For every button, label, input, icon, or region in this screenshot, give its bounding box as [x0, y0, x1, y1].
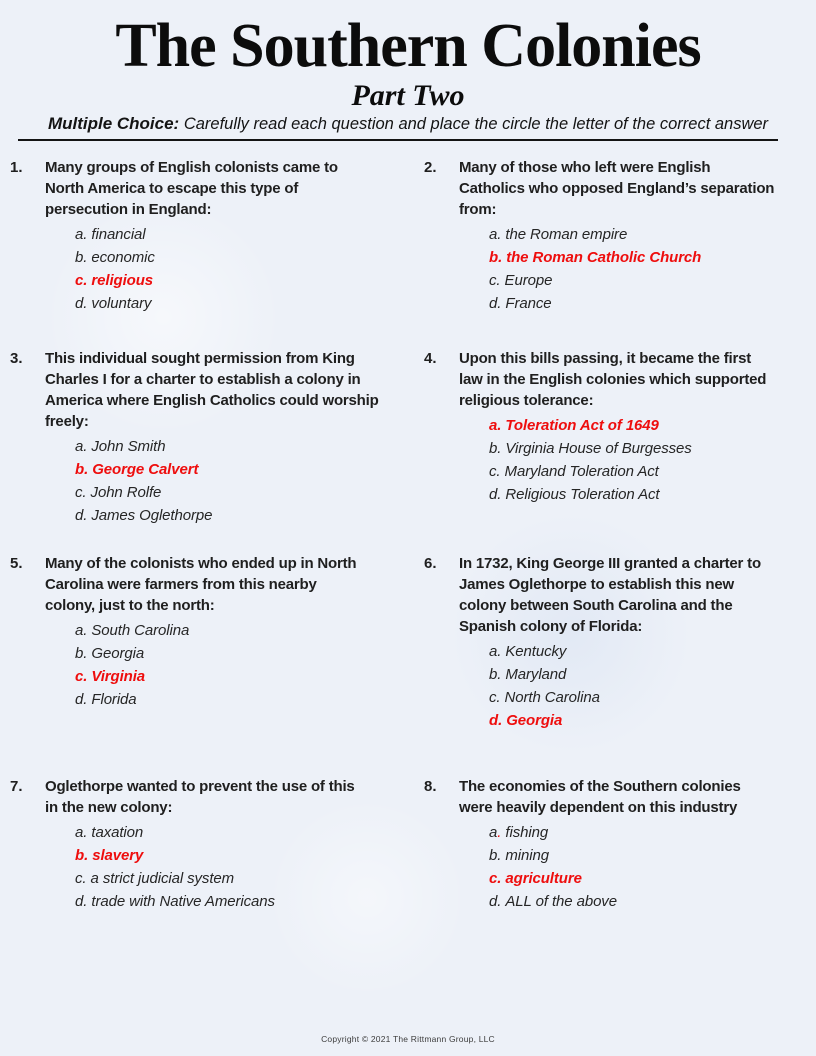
options-list — [75, 435, 398, 527]
option-text: Toleration Act of 1649 — [501, 417, 659, 434]
option-letter: a — [489, 824, 498, 841]
option-b-correct — [489, 246, 804, 269]
question-text: Upon this bills passing, it became the first law in the English colonies which supported religious tolerance: — [459, 350, 767, 409]
option-dot: . — [83, 622, 88, 639]
question-7 — [10, 776, 398, 913]
option-b — [489, 437, 804, 460]
option-a — [75, 821, 398, 844]
option-letter: b — [75, 847, 85, 864]
option-d — [75, 890, 398, 913]
option-c — [489, 686, 804, 709]
option-dot: . — [83, 295, 88, 312]
question-number: 1. — [10, 159, 23, 176]
worksheet-header — [0, 0, 816, 141]
option-text: John Rolfe — [86, 484, 162, 501]
option-c-correct — [75, 665, 398, 688]
option-c-correct — [489, 867, 804, 890]
option-c — [75, 481, 398, 504]
option-dot: . — [498, 249, 503, 266]
question-5 — [10, 553, 398, 711]
option-letter: d — [75, 295, 84, 312]
option-text: voluntary — [87, 295, 152, 312]
option-text: Maryland — [501, 666, 567, 683]
copyright-text: Copyright © 2021 The Rittmann Group, LLC — [321, 1034, 495, 1044]
option-letter: d — [489, 893, 498, 910]
question-4 — [416, 348, 804, 506]
option-dot: . — [83, 438, 88, 455]
question-text: Many of those who left were English Catholics who opposed England’s separation from: — [459, 159, 775, 218]
question-body — [45, 553, 398, 711]
option-a — [489, 223, 804, 246]
option-dot: . — [497, 295, 502, 312]
option-text: economic — [87, 249, 155, 266]
option-dot: . — [84, 847, 89, 864]
option-b-correct — [75, 844, 398, 867]
question-body — [459, 348, 804, 506]
option-text: Kentucky — [501, 643, 567, 660]
question-number: 4. — [424, 350, 437, 367]
option-letter: d — [489, 712, 499, 729]
option-d — [75, 688, 398, 711]
option-letter: c — [75, 870, 83, 887]
option-text: mining — [501, 847, 549, 864]
option-text: South Carolina — [87, 622, 190, 639]
option-text: Georgia — [502, 712, 563, 729]
options-list — [489, 640, 804, 732]
option-b — [489, 844, 804, 867]
option-letter: b — [489, 249, 499, 266]
option-text: agriculture — [501, 870, 582, 887]
option-letter: b — [489, 847, 498, 864]
question-2 — [416, 157, 804, 315]
question-1 — [10, 157, 398, 315]
option-c — [75, 867, 398, 890]
option-dot: . — [82, 484, 87, 501]
option-letter: d — [489, 486, 498, 503]
option-letter: d — [75, 691, 84, 708]
option-a — [489, 821, 804, 844]
option-letter: a — [75, 226, 84, 243]
option-dot: . — [497, 226, 502, 243]
option-dot: . — [83, 691, 88, 708]
option-text: Europe — [500, 272, 553, 289]
option-dot: . — [497, 893, 502, 910]
option-dot: . — [83, 226, 88, 243]
option-dot: . — [83, 272, 88, 289]
option-dot: . — [84, 461, 89, 478]
option-text: Maryland Toleration Act — [500, 463, 659, 480]
option-dot: . — [497, 666, 502, 683]
option-b — [75, 642, 398, 665]
option-c — [489, 460, 804, 483]
options-list — [75, 619, 398, 711]
option-letter: a — [489, 643, 498, 660]
question-text: The economies of the Southern colonies were heavily dependent on this industry — [459, 778, 741, 816]
option-dot: . — [497, 870, 502, 887]
option-text: slavery — [88, 847, 144, 864]
question-body — [459, 157, 804, 315]
option-b — [489, 663, 804, 686]
option-letter: b — [75, 461, 85, 478]
option-letter: c — [489, 870, 498, 887]
option-d — [489, 483, 804, 506]
option-text: the Roman Catholic Church — [502, 249, 702, 266]
option-letter: d — [489, 295, 498, 312]
options-list — [75, 223, 398, 315]
instructions — [46, 114, 770, 134]
option-dot: . — [497, 824, 502, 841]
worksheet-footer — [0, 1034, 816, 1044]
option-dot: . — [83, 645, 88, 662]
option-b-correct — [75, 458, 398, 481]
page-subtitle: Part Two — [351, 79, 465, 112]
option-d — [489, 890, 804, 913]
option-dot: . — [82, 870, 87, 887]
option-text: George Calvert — [88, 461, 199, 478]
question-number: 5. — [10, 555, 23, 572]
question-number: 6. — [424, 555, 437, 572]
option-text: North Carolina — [500, 689, 600, 706]
question-number: 3. — [10, 350, 23, 367]
option-a-correct — [489, 414, 804, 437]
option-a — [75, 435, 398, 458]
page-title: The Southern Colonies — [115, 12, 701, 80]
option-letter: c — [489, 689, 497, 706]
question-6 — [416, 553, 804, 732]
option-letter: a — [75, 824, 84, 841]
option-dot: . — [497, 440, 502, 457]
option-letter: d — [75, 893, 84, 910]
options-list — [489, 223, 804, 315]
questions-grid — [0, 141, 816, 913]
instructions-text: Carefully read each question and place the circle the letter of the correct answer — [183, 115, 769, 133]
instructions-label: Multiple Choice: — [47, 114, 180, 133]
option-letter: c — [75, 668, 84, 685]
question-text: Oglethorpe wanted to prevent the use of this in the new colony: — [45, 778, 355, 816]
option-dot: . — [498, 712, 503, 729]
question-text: Many of the colonists who ended up in North Carolina were farmers from this nearby colony, just to the north: — [45, 555, 357, 614]
option-dot: . — [83, 824, 88, 841]
option-dot: . — [497, 486, 502, 503]
option-dot: . — [496, 463, 501, 480]
option-text: fishing — [501, 824, 549, 841]
option-text: trade with Native Americans — [87, 893, 275, 910]
option-letter: c — [489, 272, 497, 289]
option-c — [489, 269, 804, 292]
option-letter: a — [75, 622, 84, 639]
option-dot: . — [496, 689, 501, 706]
options-list — [489, 414, 804, 506]
question-body — [45, 157, 398, 315]
option-d — [489, 292, 804, 315]
option-letter: b — [75, 249, 84, 266]
option-dot: . — [496, 272, 501, 289]
option-dot: . — [83, 249, 88, 266]
question-number: 2. — [424, 159, 437, 176]
option-text: Georgia — [87, 645, 145, 662]
question-text: This individual sought permission from King Charles I for a charter to establish a colony in America where English Catholics could worship freely: — [45, 350, 379, 430]
options-list — [75, 821, 398, 913]
question-body — [459, 776, 804, 913]
option-d-correct — [489, 709, 804, 732]
option-d — [75, 292, 398, 315]
option-dot: . — [497, 417, 502, 434]
option-a — [75, 223, 398, 246]
option-letter: a — [489, 417, 498, 434]
option-letter: a — [75, 438, 84, 455]
option-text: ALL of the above — [501, 893, 617, 910]
option-text: James Oglethorpe — [87, 507, 213, 524]
options-list — [489, 821, 804, 913]
option-b — [75, 246, 398, 269]
option-d — [75, 504, 398, 527]
option-text: Florida — [87, 691, 137, 708]
option-letter: c — [489, 463, 497, 480]
question-8 — [416, 776, 804, 913]
question-3 — [10, 348, 398, 527]
question-body — [45, 776, 398, 913]
option-dot: . — [497, 847, 502, 864]
option-letter: b — [489, 666, 498, 683]
question-number: 7. — [10, 778, 23, 795]
question-number: 8. — [424, 778, 437, 795]
option-text: Virginia House of Burgesses — [501, 440, 692, 457]
option-dot: . — [497, 643, 502, 660]
option-text: Virginia — [87, 668, 146, 685]
option-letter: b — [75, 645, 84, 662]
option-text: a strict judicial system — [86, 870, 235, 887]
option-text: John Smith — [87, 438, 166, 455]
option-a — [75, 619, 398, 642]
option-dot: . — [83, 893, 88, 910]
option-dot: . — [83, 507, 88, 524]
option-text: France — [501, 295, 552, 312]
option-letter: d — [75, 507, 84, 524]
question-text: Many groups of English colonists came to North America to escape this type of persecution in England: — [45, 159, 338, 218]
option-dot: . — [83, 668, 88, 685]
option-letter: c — [75, 484, 83, 501]
question-body — [45, 348, 398, 527]
option-c-correct — [75, 269, 398, 292]
option-letter: a — [489, 226, 498, 243]
option-text: the Roman empire — [501, 226, 628, 243]
option-letter: b — [489, 440, 498, 457]
option-text: Religious Toleration Act — [501, 486, 660, 503]
option-text: religious — [87, 272, 154, 289]
option-a — [489, 640, 804, 663]
question-text: In 1732, King George III granted a charter to James Oglethorpe to establish this new colony between South Carolina and the Spanish colony of Florida: — [459, 555, 761, 635]
option-letter: c — [75, 272, 84, 289]
option-text: taxation — [87, 824, 144, 841]
option-text: financial — [87, 226, 146, 243]
question-body — [459, 553, 804, 732]
